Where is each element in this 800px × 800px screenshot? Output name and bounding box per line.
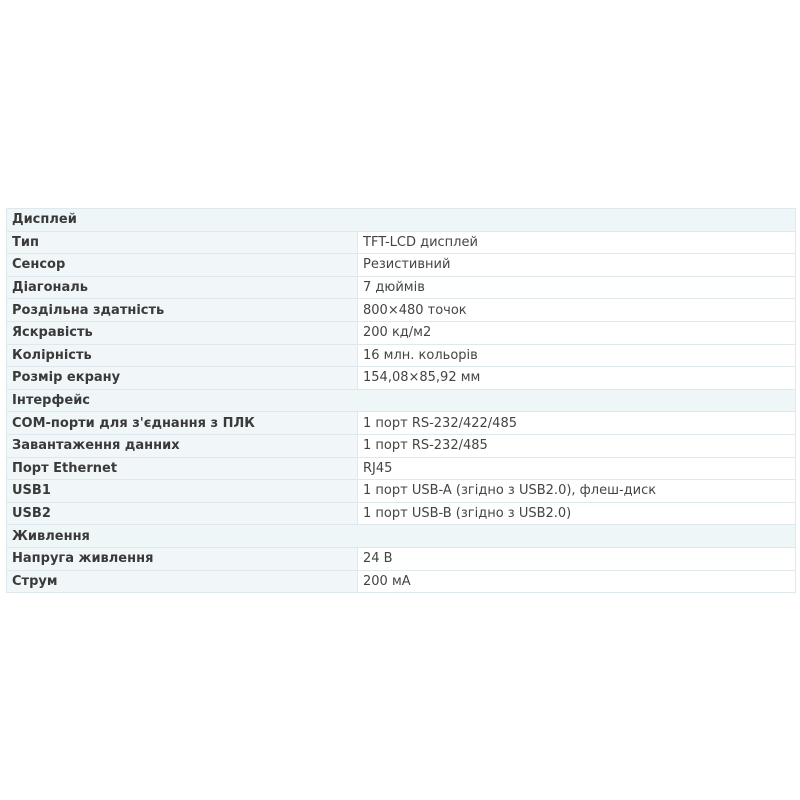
spec-value: Резистивний xyxy=(358,254,796,277)
spec-value: 200 мА xyxy=(358,570,796,593)
table-row xyxy=(7,547,796,570)
spec-name: Порт Ethernet xyxy=(7,457,358,480)
section-header-interface xyxy=(7,389,796,412)
section-title: Живлення xyxy=(7,525,796,548)
section-header-power xyxy=(7,525,796,548)
spec-name: Роздільна здатність xyxy=(7,299,358,322)
spec-name: Діагональ xyxy=(7,276,358,299)
spec-value: 7 дюймів xyxy=(358,276,796,299)
spec-name: Тип xyxy=(7,231,358,254)
spec-name: Струм xyxy=(7,570,358,593)
spec-value: RJ45 xyxy=(358,457,796,480)
table-row xyxy=(7,299,796,322)
table-row xyxy=(7,480,796,503)
spec-value: 24 В xyxy=(358,547,796,570)
table-row xyxy=(7,457,796,480)
table-row xyxy=(7,570,796,593)
spec-name: Напруга живлення xyxy=(7,547,358,570)
spec-value: 1 порт RS-232/485 xyxy=(358,434,796,457)
spec-value: TFT-LCD дисплей xyxy=(358,231,796,254)
table-row xyxy=(7,367,796,390)
spec-name: USB2 xyxy=(7,502,358,525)
spec-name: Сенсор xyxy=(7,254,358,277)
table-row xyxy=(7,276,796,299)
spec-value: 1 порт RS-232/422/485 xyxy=(358,412,796,435)
table-row xyxy=(7,231,796,254)
table-row xyxy=(7,344,796,367)
spec-value: 16 млн. кольорів xyxy=(358,344,796,367)
table-row xyxy=(7,502,796,525)
spec-table xyxy=(6,208,796,593)
spec-name: USB1 xyxy=(7,480,358,503)
table-row xyxy=(7,254,796,277)
table-row xyxy=(7,321,796,344)
spec-name: COM-порти для з'єднання з ПЛК xyxy=(7,412,358,435)
spec-name: Колірність xyxy=(7,344,358,367)
section-title: Інтерфейс xyxy=(7,389,796,412)
spec-name: Завантаження данних xyxy=(7,434,358,457)
spec-value: 1 порт USB-A (згідно з USB2.0), флеш-диск xyxy=(358,480,796,503)
spec-value: 800×480 точок xyxy=(358,299,796,322)
table-row xyxy=(7,434,796,457)
section-title: Дисплей xyxy=(7,209,796,232)
section-header-display xyxy=(7,209,796,232)
table-row xyxy=(7,412,796,435)
spec-value: 200 кд/м2 xyxy=(358,321,796,344)
spec-name: Яскравість xyxy=(7,321,358,344)
spec-value: 154,08×85,92 мм xyxy=(358,367,796,390)
spec-value: 1 порт USB-B (згідно з USB2.0) xyxy=(358,502,796,525)
spec-name: Розмір екрану xyxy=(7,367,358,390)
